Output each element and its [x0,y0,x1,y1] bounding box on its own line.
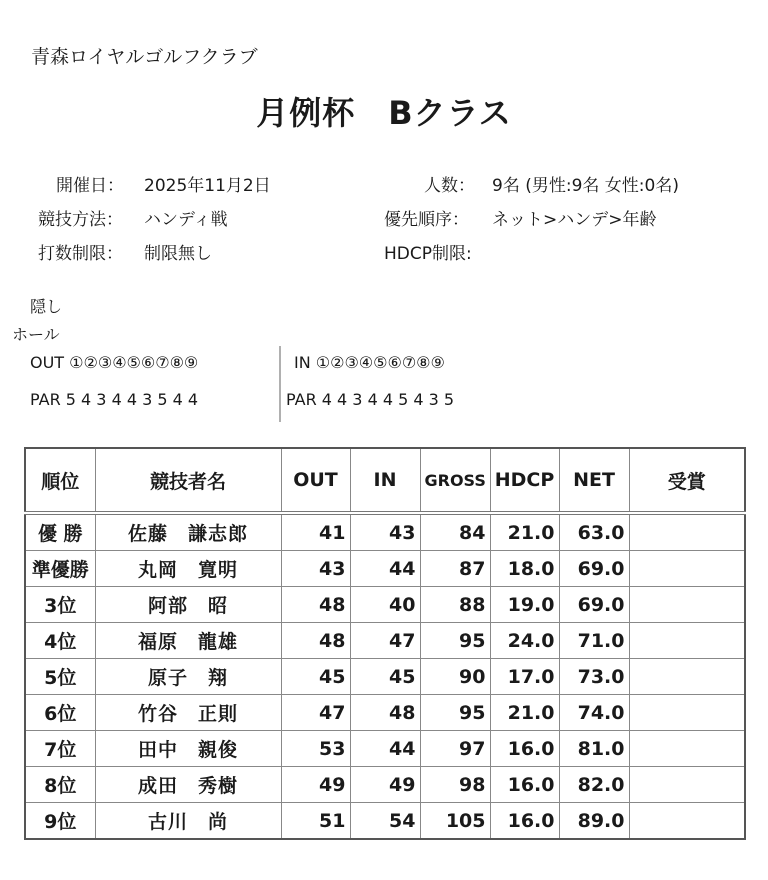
hidden-label-line2: ホール [12,325,60,344]
hdcp-cell: 18.0 [490,551,559,587]
count-label: 人数： [424,176,475,196]
out-cell: 48 [281,623,350,659]
in-cell: 40 [350,587,420,623]
in-cell: 47 [350,623,420,659]
count-value: 9名 (男性:9名 女性:0名) [492,176,679,196]
table-row [25,513,745,551]
in-cell: 49 [350,767,420,803]
gross-cell: 84 [420,513,490,551]
player-name-cell: 田中 親俊 [95,731,281,767]
in-cell: 45 [350,659,420,695]
rank-cell: 優 勝 [25,513,95,551]
gross-cell: 98 [420,767,490,803]
table-row [25,803,745,840]
gross-cell: 97 [420,731,490,767]
table-row [25,659,745,695]
net-cell: 74.0 [559,695,629,731]
hdcp-cell: 21.0 [490,513,559,551]
out-cell: 49 [281,767,350,803]
out-cell: 51 [281,803,350,840]
net-cell: 63.0 [559,513,629,551]
header-net: NET [559,448,629,513]
header-rank: 順位 [25,448,95,513]
out-cell: 45 [281,659,350,695]
header-name: 競技者名 [95,448,281,513]
net-cell: 82.0 [559,767,629,803]
out-cell: 48 [281,587,350,623]
info-row-3 [0,239,768,263]
hdcp-cell: 16.0 [490,767,559,803]
table-row [25,731,745,767]
gross-cell: 87 [420,551,490,587]
gross-cell: 105 [420,803,490,840]
in-holes-row: IN ①②③④⑤⑥⑦⑧⑨ [294,353,445,372]
table-row [25,767,745,803]
hdcp-cell: 24.0 [490,623,559,659]
out-cell: 53 [281,731,350,767]
player-name-cell: 原子 翔 [95,659,281,695]
table-row [25,587,745,623]
player-name-cell: 竹谷 正則 [95,695,281,731]
player-name-cell: 丸岡 寛明 [95,551,281,587]
player-name-cell: 成田 秀樹 [95,767,281,803]
header-in: IN [350,448,420,513]
results-table [24,447,746,840]
header-award: 受賞 [629,448,745,513]
hdcp-cell: 21.0 [490,695,559,731]
player-name-cell: 福原 龍雄 [95,623,281,659]
player-name-cell: 佐藤 謙志郎 [95,513,281,551]
priority-label: 優先順序： [384,210,469,230]
hdcp-limit-label: HDCP制限: [384,244,472,264]
method-label: 競技方法： [38,210,123,230]
hdcp-cell: 19.0 [490,587,559,623]
player-name-cell: 阿部 昭 [95,587,281,623]
holes-divider [279,346,281,422]
in-cell: 44 [350,731,420,767]
in-cell: 43 [350,513,420,551]
hdcp-cell: 16.0 [490,803,559,840]
rank-cell: 9位 [25,803,95,840]
award-cell [629,513,745,551]
table-row [25,623,745,659]
date-value: 2025年11月2日 [144,176,271,196]
out-cell: 47 [281,695,350,731]
award-cell [629,803,745,840]
award-cell [629,623,745,659]
gross-cell: 90 [420,659,490,695]
in-cell: 48 [350,695,420,731]
rank-cell: 6位 [25,695,95,731]
award-cell [629,695,745,731]
out-cell: 41 [281,513,350,551]
rank-cell: 8位 [25,767,95,803]
net-cell: 89.0 [559,803,629,840]
club-name: 青森ロイヤルゴルフクラブ [31,46,258,68]
rank-cell: 7位 [25,731,95,767]
info-row-2 [0,205,768,229]
award-cell [629,659,745,695]
in-cell: 44 [350,551,420,587]
out-par-row: PAR 5 4 3 4 4 3 5 4 4 [30,390,199,409]
method-value: ハンディ戦 [144,210,228,230]
in-cell: 54 [350,803,420,840]
limit-label: 打数制限： [38,244,123,264]
date-label: 開催日： [56,176,124,196]
rank-cell: 準優勝 [25,551,95,587]
award-cell [629,551,745,587]
hidden-label-line1: 隠し [30,297,63,316]
table-row [25,551,745,587]
page-title: 月例杯 Bクラス [256,94,512,132]
out-cell: 43 [281,551,350,587]
player-name-cell: 古川 尚 [95,803,281,840]
info-row-1 [0,171,768,195]
net-cell: 81.0 [559,731,629,767]
net-cell: 71.0 [559,623,629,659]
gross-cell: 95 [420,623,490,659]
table-header-row [25,448,745,513]
net-cell: 69.0 [559,587,629,623]
rank-cell: 4位 [25,623,95,659]
hdcp-cell: 17.0 [490,659,559,695]
hdcp-cell: 16.0 [490,731,559,767]
gross-cell: 88 [420,587,490,623]
award-cell [629,767,745,803]
table-row [25,695,745,731]
award-cell [629,587,745,623]
gross-cell: 95 [420,695,490,731]
rank-cell: 3位 [25,587,95,623]
limit-value: 制限無し [144,244,212,264]
in-par-row: PAR 4 4 3 4 4 5 4 3 5 [286,390,455,409]
award-cell [629,731,745,767]
net-cell: 73.0 [559,659,629,695]
header-out: OUT [281,448,350,513]
header-hdcp: HDCP [490,448,559,513]
rank-cell: 5位 [25,659,95,695]
out-holes-row: OUT ①②③④⑤⑥⑦⑧⑨ [30,353,199,372]
header-gross: GROSS [420,448,490,513]
priority-value: ネット>ハンデ>年齢 [492,210,657,230]
net-cell: 69.0 [559,551,629,587]
